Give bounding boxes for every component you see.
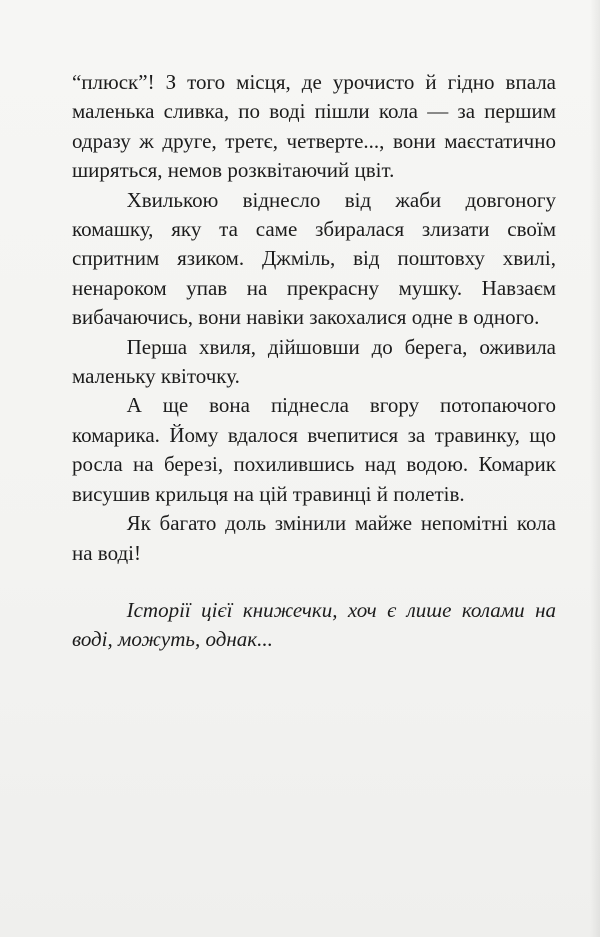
- page-edge-shadow: [590, 0, 600, 937]
- paragraph-5: Як багато доль змінили майже непомітні кола на воді!: [72, 511, 556, 565]
- closing-italic-paragraph: Історії цієї книжечки, хоч є лише колами на воді, можуть, однак...: [72, 597, 556, 652]
- paragraph-3: Перша хвиля, дійшовши до берега, оживила маленьку квіточку.: [72, 334, 556, 389]
- paragraph-1: “плюск”! З того місця, де урочисто й гідно впала маленька сливка, по воді пішли кола — за першим одразу ж друге, третє, четверте..., вони маєстатично ширяться, немов розквітаючий цвіт.: [72, 70, 556, 183]
- paragraph-2: Хвилькою віднесло від жаби довгоногу комашку, яку та саме збиралася злизати своїм спритним язиком. Джміль, від поштовху хвилі, ненароком упав на прекрасну мушку. Навзаєм вибачаючись, вони навіки закохалися одне в одного.: [72, 187, 556, 330]
- page-text: [72, 68, 556, 655]
- paragraph-4: А ще вона піднесла вгору потопаючого комарика. Йому вдалося вчепитися за травинку, що росла на березі, похилившись над водою. Комарик висушив крильця на цій травинці й полетів.: [72, 393, 556, 506]
